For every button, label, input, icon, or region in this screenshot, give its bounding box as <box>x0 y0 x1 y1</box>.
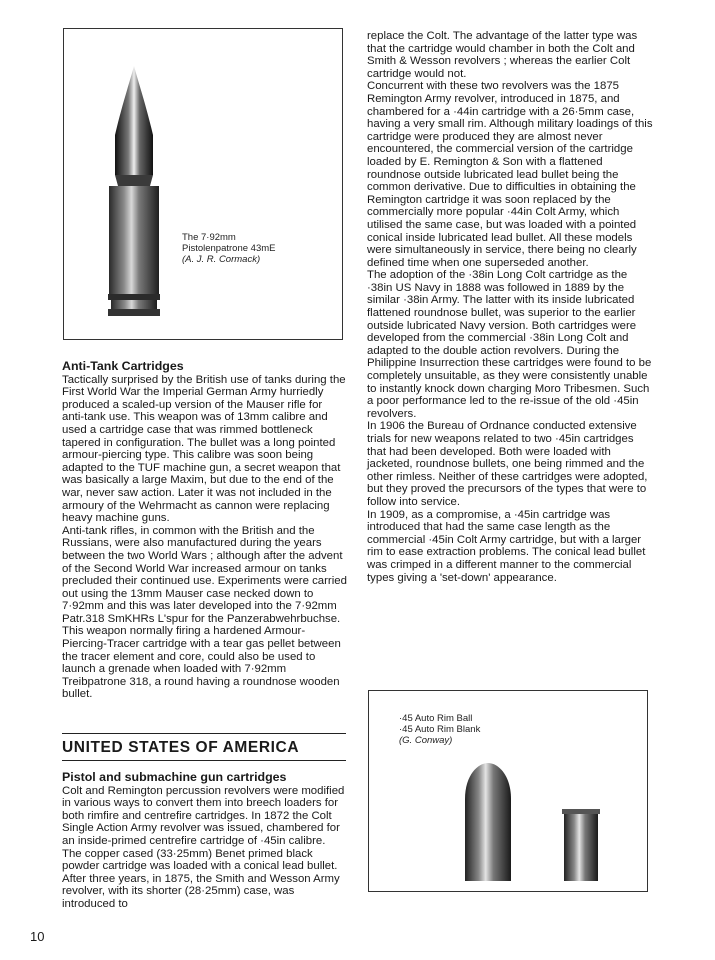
figure-caption <box>182 232 275 265</box>
photo-credit: (A. J. R. Cormack) <box>182 254 261 265</box>
subsection-heading: Pistol and submachine gun cartridges <box>62 770 287 784</box>
paragraph: Tactically surprised by the British use of tanks during the First World War the Imperial German Army hurriedly produced a scaled-up version of the Mauser rifle for anti-tank use. This weapon was of 13mm calibre and used a cartridge case that was rimmed bottleneck tapered in configuration. The bullet was a long pointed armour-piercing type. This calibre was soon being adapted to the TUF machine gun, a secret weapon that was basically a large Maxim, but due to the end of the war, never saw action. Later it was not included in the armoury of the Wehrmacht as cannon were replacing heavy machine guns. <box>62 373 346 525</box>
cartridges-photo <box>369 691 647 891</box>
right-column <box>367 30 653 584</box>
caption-line: ·45 Auto Rim Ball <box>399 713 473 724</box>
paragraph: Concurrent with these two revolvers was the 1875 Remington Army revolver, introduced in 1875, and chambered for a ·44in cartridge with a 26·5mm case, having a very small rim. Although military loadings of this cartridge were produced they are almost never encountered, the commercial version of the cartridge loaded by E. Remington & Son with a flattened roundnose outside lubricated lead bullet being the common derivative. Due to difficulties in obtaining the Remington cartridge it was soon replaced by the commercially more popular ·44in Colt Army, which utilised the same case, but was loaded with a pointed conical inside lubricated lead bullet. All these models were simultaneously in service, there being no clearly defined time when one superseded another. <box>367 80 653 269</box>
section-title: UNITED STATES OF AMERICA <box>62 739 300 756</box>
caption-line: ·45 Auto Rim Blank <box>399 724 481 735</box>
paragraph: In 1906 the Bureau of Ordnance conducted extensive trials for new weapons related to two ·45in cartridges that had been developed. Both were loaded with jacketed, roundnose bullets, one being rimmed and the other rimless. Neither of these cartridges were adopted, but they proved the precursors of the types that were to follow into service. <box>367 420 648 508</box>
page-number: 10 <box>30 929 45 944</box>
section-heading: Anti-Tank Cartridges <box>62 359 184 373</box>
figure-auto-rim <box>368 690 648 892</box>
caption-line: The 7·92mm <box>182 232 236 243</box>
paragraph: In 1909, as a compromise, a ·45in cartridge was introduced that had the same case length as the commercial ·45in Colt Army cartridge, but with a larger rim to ease extraction problems. The conical lead bullet was crimped in a different manner to the commercial types giving a 'set-down' appearance. <box>367 508 646 584</box>
left-column-lower <box>62 771 347 911</box>
paragraph: Colt and Remington percussion revolvers were modified in various ways to convert them into breech loaders for both rimfire and centrefire cartridges. In 1872 the Colt Single Action Army revolver was issued, chambered for an inside-primed centrefire cartridge of ·45in calibre. The copper cased (33·25mm) Benet primed black powder cartridge was loaded with a conical lead bullet. After three years, in 1875, the Smith and Wesson Army revolver, with its shorter (28·25mm) case, was introduced to <box>62 784 345 910</box>
caption-line: Pistolenpatrone 43mE <box>182 243 276 254</box>
figure-pistolenpatrone <box>63 28 343 340</box>
photo-credit: (G. Conway) <box>399 735 453 746</box>
left-column <box>62 360 347 701</box>
section-banner <box>62 733 346 761</box>
paragraph: Anti-tank rifles, in common with the British and the Russians, were also manufactured during the years between the two World Wars ; although after the advent of the Second World War increased armour on tanks precluded their continued use. Experiments were carried out using the 13mm Mauser case necked down to 7·92mm and this was later developed into the 7·92mm Patr.318 SmKHRs L'spur for the Panzerabwehrbuchse. This weapon normally firing a hardened Armour-Piercing-Tracer cartridge with a tear gas pellet between the tracer element and core, could also be used to launch a grenade when loaded with 7·92mm Treibpatrone 318, a round having a roundnose wooden bullet. <box>62 524 347 701</box>
cartridge-photo <box>64 29 342 339</box>
paragraph: The adoption of the ·38in Long Colt cartridge as the ·38in US Navy in 1888 was followed in 1889 by the similar ·38in Army. The latter with its inside lubricated flattened roundnose bullet, was superior to the earlier outside lubricated Navy version. Both cartridges were developed from the commercial ·38in Long Colt and adapted to the double action revolvers. During the Philippine Insurrection these cartridges were found to be completely unsuitable, as they were consistently unable to instantly knock down charging Moro Tribesmen. Such a poor performance led to the re-issue of the old ·45in revolvers. <box>367 269 652 420</box>
paragraph: replace the Colt. The advantage of the latter type was that the cartridge would chamber in both the Colt and Smith & Wesson revolvers ; whereas the earlier Colt cartridge would not. <box>367 30 638 80</box>
